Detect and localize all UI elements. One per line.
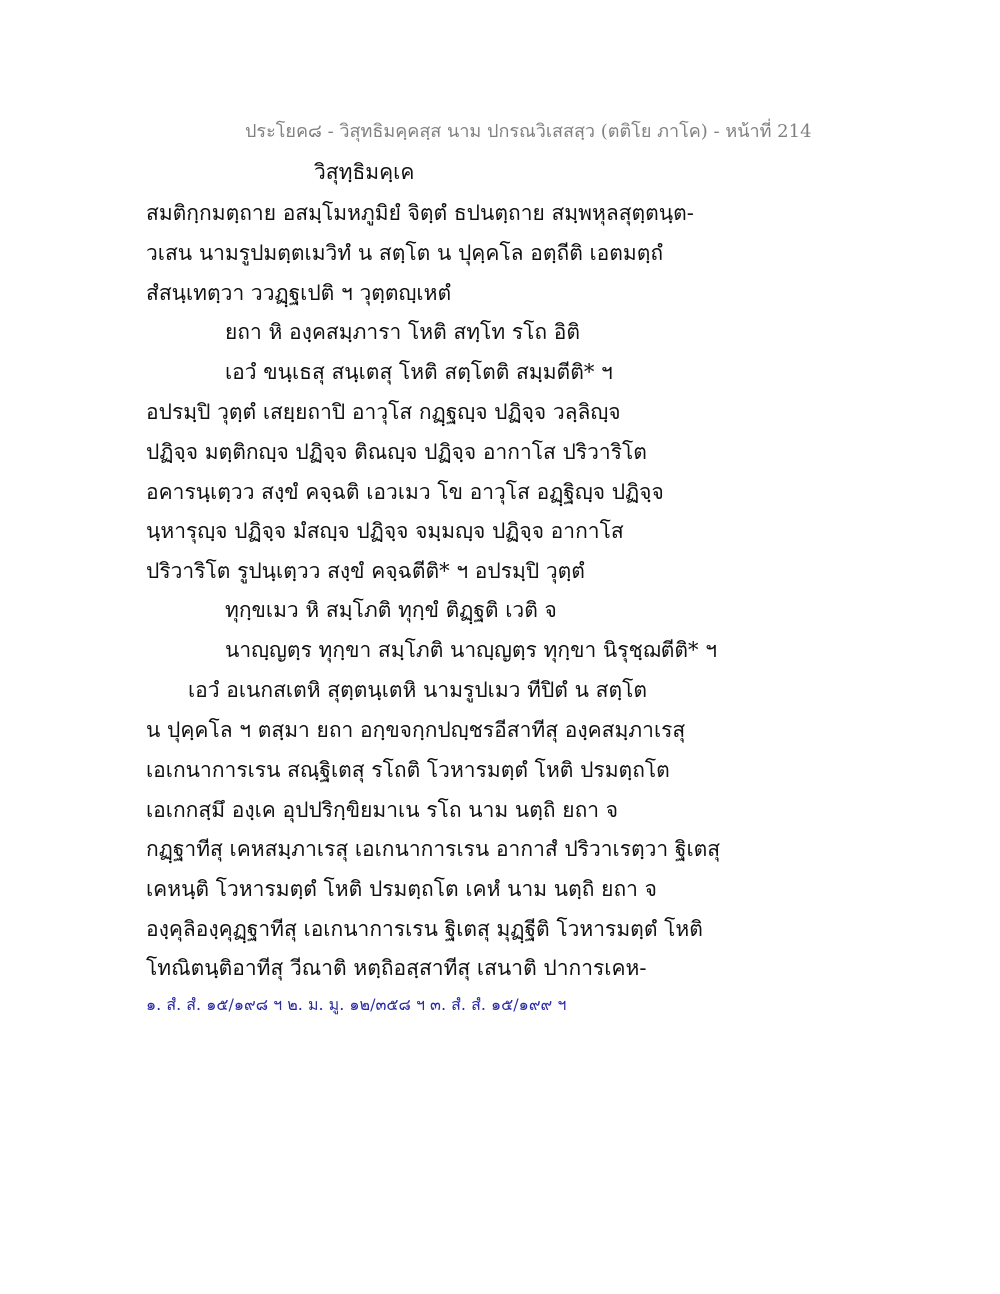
text-line: กฏฺฐาทีสุ เคหสมฺภาเรสุ เอเกนาการเรน อากาสํ ปริวาเรตฺวา ฐิเตสุ (146, 837, 721, 861)
text-line: ปฏิจฺจ มตฺติกญฺจ ปฏิจฺจ ติณญฺจ ปฏิจฺจ อากาโส ปริวาริโต (146, 440, 647, 464)
footnote: ๑. สํ. สํ. ๑๕/๑๙๘ ฯ ๒. ม. มู. ๑๒/๓๕๘ ฯ ๓. สํ. สํ. ๑๕/๑๙๙ ฯ (146, 995, 567, 1014)
text-line: วเสน นามรูปมตฺตเมวิทํ น สตฺโต น ปุคฺคโล อตฺถีติ เอตมตฺถํ (146, 241, 664, 265)
text-line: องฺคุลิองฺคุฏฺฐาทีสุ เอเกนาการเรน ฐิเตสุ มุฏฺฐีติ โวหารมตฺตํ โหติ (146, 917, 703, 941)
text-line: สมติกฺกมตฺถาย อสมฺโมหภูมิยํ จิตฺตํ ธปนตฺถาย สมฺพหุลสุตฺตนฺต- (146, 201, 694, 225)
verse-line: เอวํ ขนฺเธสุ สนฺเตสุ โหติ สตฺโตติ สมฺมตีติ* ฯ (225, 360, 613, 384)
paragraph-first-line: เอวํ อเนกสเตหิ สุตฺตนฺเตหิ นามรูปเมว ทีปิตํ น สตฺโต (188, 678, 648, 702)
text-line: สํสนฺเทตฺวา ววฏฺฐเปติ ฯ วุตฺตญฺเหตํ (146, 281, 452, 305)
verse-line: นาญฺญตฺร ทุกฺขา สมฺโภติ นาญฺญตฺร ทุกฺขา นิรุชฺฌตีติ* ฯ (225, 638, 717, 662)
page-header: ประโยค๘ - วิสุทธิมคฺคสฺส นาม ปกรณวิเสสสฺว (ตติโย ภาโค) - หน้าที่ 214 (245, 121, 812, 142)
text-line: เอเกกสฺมึ องฺเค อุปปริกฺขิยมาเน รโถ นาม นตฺถิ ยถา จ (146, 798, 619, 822)
text-line: น ปุคฺคโล ฯ ตสฺมา ยถา อกฺขจกฺกปญฺชรอีสาทีสุ องฺคสมฺภาเรสุ (146, 718, 686, 742)
verse-line: ทุกฺขเมว หิ สมฺโภติ ทุกฺขํ ติฏฺฐติ เวติ จ (225, 598, 557, 622)
section-title: วิสุทฺธิมคฺเค (314, 160, 415, 184)
text-line: อคารนฺเตฺวว สงฺขํ คจฺฉติ เอวเมว โข อาวุโส อฏฺฐิญฺจ ปฏิจฺจ (146, 480, 664, 504)
text-line: ปริวาริโต รูปนฺเตฺวว สงฺขํ คจฺฉตีติ* ฯ อปรมฺปิ วุตฺตํ (146, 559, 585, 583)
text-line: เคหนฺติ โวหารมตฺตํ โหติ ปรมตฺถโต เคหํ นาม นตฺถิ ยถา จ (146, 877, 657, 901)
text-line: อปรมฺปิ วุตฺตํ เสยฺยถาปิ อาวุโส กฏฺฐญฺจ ปฏิจฺจ วลฺลิญฺจ (146, 400, 621, 424)
text-line: เอเกนาการเรน สณฺฐิเตสุ รโถติ โวหารมตฺตํ โหติ ปรมตฺถโต (146, 758, 670, 782)
verse-line: ยถา หิ องฺคสมฺภารา โหติ สทฺโท รโถ อิติ (225, 320, 581, 344)
text-line: โทณิตนฺติอาทีสุ วีณาติ หตฺถิอสฺสาทีสุ เสนาติ ปาการเคห- (146, 956, 647, 980)
text-line: นฺหารุญฺจ ปฏิจฺจ มํสญฺจ ปฏิจฺจ จมฺมญฺจ ปฏิจฺจ อากาโส (146, 519, 624, 543)
